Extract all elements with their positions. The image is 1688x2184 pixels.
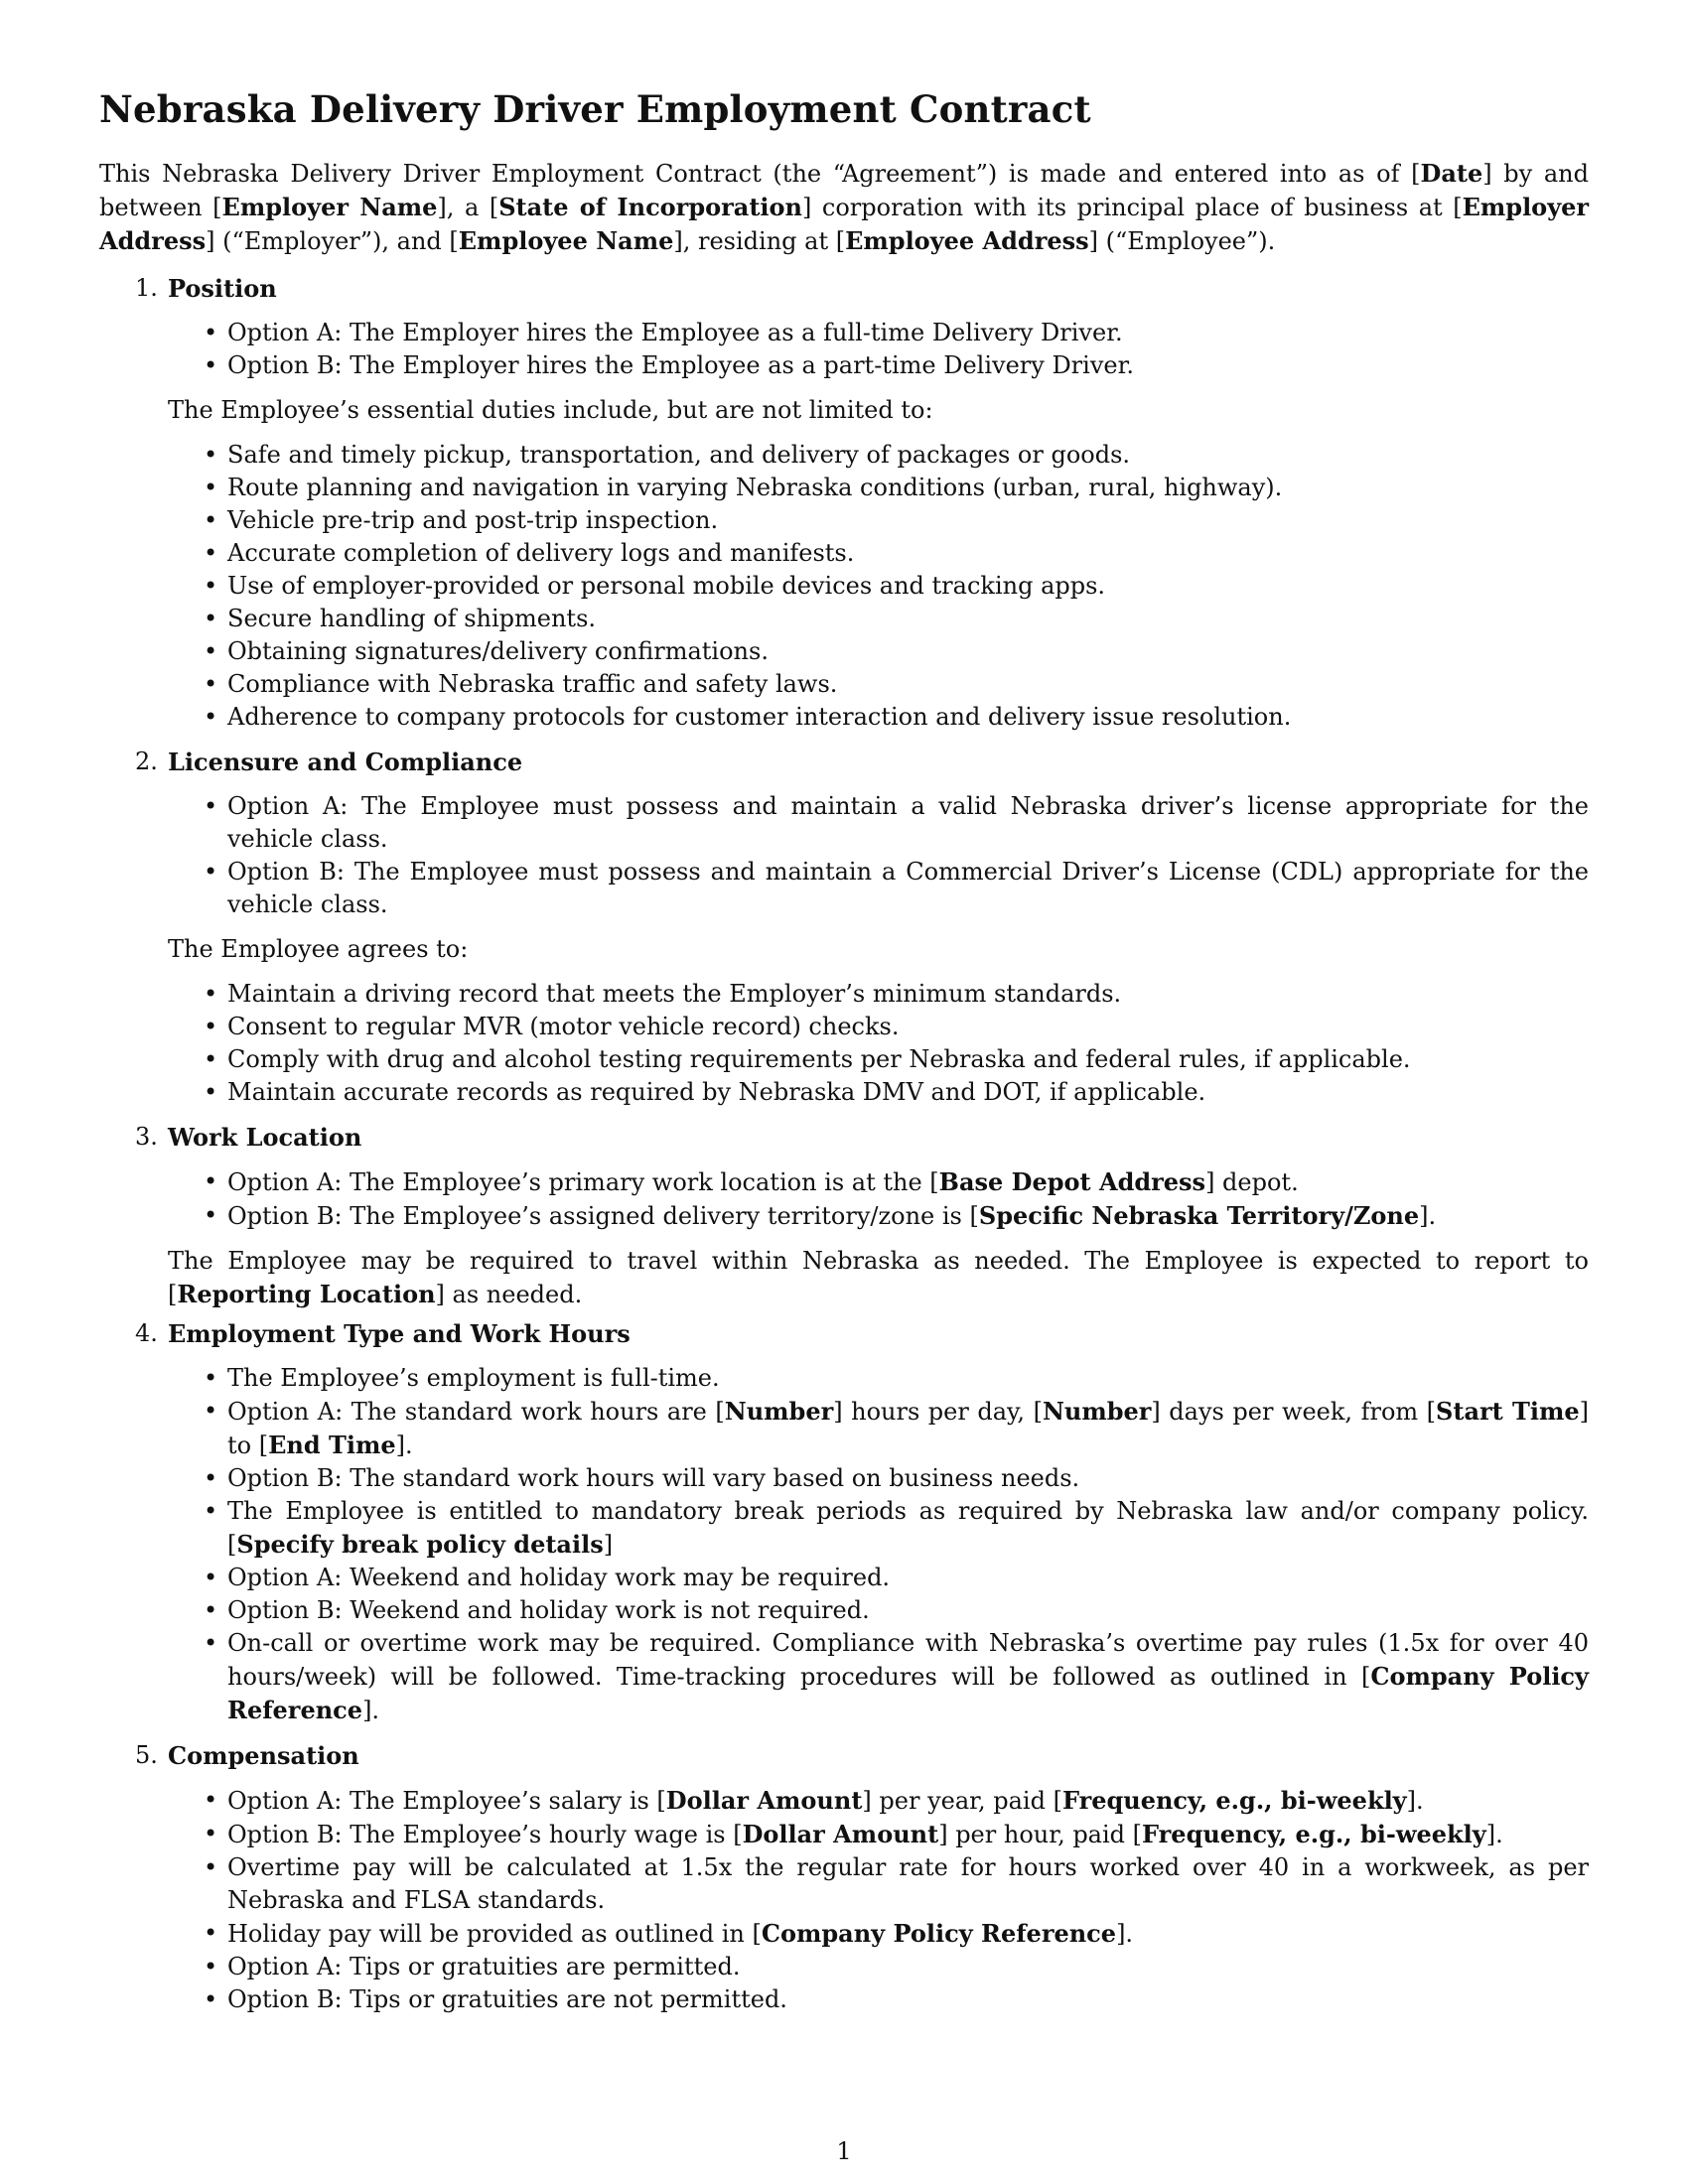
section-work-hours	[99, 1317, 1589, 1727]
location-options	[168, 1165, 1589, 1233]
section-title: Compensation	[168, 1741, 359, 1770]
state-of-incorporation-placeholder: State of Incorporation	[498, 193, 802, 221]
contract-page	[99, 87, 1589, 2152]
page-number: 1	[836, 2137, 852, 2165]
list-item: • Compliance with Nebraska traffic and safety laws.	[168, 668, 1589, 701]
list-item: • Option B: The Employee must possess and maintain a Commercial Driver’s License (CDL) appropriate for the vehicle class.	[168, 856, 1589, 921]
list-item: • Obtaining signatures/delivery confirmations.	[168, 635, 1589, 668]
employee-address-placeholder: Employee Address	[845, 226, 1089, 255]
list-item: • Option B: The Employer hires the Employee as a part-time Delivery Driver.	[168, 349, 1589, 382]
list-item: • Option B: The Employee’s assigned delivery territory/zone is [Specific Nebraska Territory/Zone].	[168, 1199, 1589, 1233]
section-number: 1.	[135, 274, 158, 302]
list-item: • Maintain accurate records as required by Nebraska DMV and DOT, if applicable.	[168, 1076, 1589, 1109]
hours-number-placeholder: Number	[724, 1397, 834, 1426]
policy-reference-placeholder: Company Policy Reference	[227, 1662, 1589, 1724]
license-options	[168, 790, 1589, 921]
section-title: Licensure and Compliance	[168, 748, 523, 776]
agreement-list	[168, 978, 1589, 1109]
list-item: • Option A: Weekend and holiday work may be required.	[168, 1562, 1589, 1594]
days-number-placeholder: Number	[1042, 1397, 1152, 1426]
list-item: • Option B: The Employee’s hourly wage is [Dollar Amount] per hour, paid [Frequency, e.g., bi-weekly].	[168, 1818, 1589, 1851]
section-title: Work Location	[168, 1123, 362, 1152]
holiday-policy-placeholder: Company Policy Reference	[761, 1919, 1117, 1948]
territory-placeholder: Specific Nebraska Territory/Zone	[978, 1201, 1420, 1230]
agrees-lead: The Employee agrees to:	[168, 935, 469, 963]
list-item: • Vehicle pre-trip and post-trip inspection.	[168, 504, 1589, 537]
section-work-location	[99, 1121, 1589, 1311]
pay-frequency-placeholder: Frequency, e.g., bi-weekly	[1061, 1786, 1407, 1815]
salary-amount-placeholder: Dollar Amount	[665, 1786, 863, 1815]
document-title: Nebraska Delivery Driver Employment Contract	[99, 87, 1091, 131]
end-time-placeholder: End Time	[268, 1431, 396, 1459]
section-title: Position	[168, 274, 277, 303]
pay-frequency-placeholder: Frequency, e.g., bi-weekly	[1142, 1820, 1486, 1848]
list-item: • Consent to regular MVR (motor vehicle record) checks.	[168, 1011, 1589, 1043]
list-item: • The Employee is entitled to mandatory break periods as required by Nebraska law and/or company policy. [Specify break policy details]	[168, 1495, 1589, 1562]
section-number: 5.	[135, 1741, 158, 1769]
list-item: • Option A: The Employer hires the Employee as a full-time Delivery Driver.	[168, 317, 1589, 349]
base-depot-placeholder: Base Depot Address	[938, 1167, 1206, 1196]
reporting-location-placeholder: Reporting Location	[177, 1280, 436, 1308]
section-number: 3.	[135, 1123, 158, 1151]
compensation-list	[168, 1784, 1589, 2016]
intro-paragraph: This Nebraska Delivery Driver Employment Contract (the “Agreement”) is made and entered into as of [Date] by and between [Employer Name], a [State of Incorporation] corporation with its principal place of business at [Employer Address] (“Employer”), and [Employee Name], residing at [Employee Address] (“Employee”).	[99, 159, 1590, 255]
list-item: • Option A: Tips or gratuities are permitted.	[168, 1951, 1589, 1983]
section-licensure	[99, 746, 1589, 1109]
list-item: • Option A: The standard work hours are [Number] hours per day, [Number] days per week, from [Start Time] to [End Time].	[168, 1395, 1589, 1462]
date-placeholder: Date	[1420, 159, 1483, 188]
list-item: • Option A: The Employee’s primary work location is at the [Base Depot Address] depot.	[168, 1165, 1589, 1199]
position-options	[168, 317, 1589, 382]
list-item: • Use of employer-provided or personal mobile devices and tracking apps.	[168, 570, 1589, 603]
hours-list	[168, 1362, 1589, 1727]
employee-name-placeholder: Employee Name	[458, 226, 674, 255]
duties-list	[168, 439, 1589, 734]
list-item: • Option B: The standard work hours will vary based on business needs.	[168, 1462, 1589, 1495]
list-item: • The Employee’s employment is full-time.	[168, 1362, 1589, 1395]
section-position	[99, 272, 1589, 734]
list-item: • Adherence to company protocols for customer interaction and delivery issue resolution.	[168, 701, 1589, 734]
employer-name-placeholder: Employer Name	[221, 193, 438, 221]
start-time-placeholder: Start Time	[1436, 1397, 1580, 1426]
section-number: 2.	[135, 748, 158, 775]
list-item: • Route planning and navigation in varying Nebraska conditions (urban, rural, highway).	[168, 472, 1589, 504]
break-policy-placeholder: Specify break policy details	[236, 1530, 604, 1559]
section-title: Employment Type and Work Hours	[168, 1319, 631, 1348]
list-item: • Safe and timely pickup, transportation, and delivery of packages or goods.	[168, 439, 1589, 472]
list-item: • Secure handling of shipments.	[168, 603, 1589, 635]
list-item: • On-call or overtime work may be required. Compliance with Nebraska’s overtime pay rules (1.5x for over 40 hours/week) will be followed. Time-tracking procedures will be followed as outlined in [Company Policy Reference].	[168, 1627, 1589, 1727]
list-item: • Option B: Weekend and holiday work is not required.	[168, 1594, 1589, 1627]
contract-sections	[99, 272, 1589, 2016]
list-item: • Holiday pay will be provided as outlined in [Company Policy Reference].	[168, 1917, 1589, 1951]
list-item: • Overtime pay will be calculated at 1.5x the regular rate for hours worked over 40 in a workweek, as per Nebraska and FLSA standards.	[168, 1851, 1589, 1917]
section-compensation	[99, 1739, 1589, 2016]
employer-address-placeholder: Employer Address	[99, 193, 1590, 255]
section-number: 4.	[135, 1319, 158, 1347]
hourly-amount-placeholder: Dollar Amount	[742, 1820, 939, 1848]
list-item: • Maintain a driving record that meets the Employer’s minimum standards.	[168, 978, 1589, 1011]
list-item: • Option A: The Employee must possess and maintain a valid Nebraska driver’s license appropriate for the vehicle class.	[168, 790, 1589, 856]
travel-paragraph: The Employee may be required to travel within Nebraska as needed. The Employee is expected to report to [Reporting Location] as needed.	[168, 1247, 1589, 1308]
list-item: • Option A: The Employee’s salary is [Dollar Amount] per year, paid [Frequency, e.g., bi-weekly].	[168, 1784, 1589, 1818]
list-item: • Accurate completion of delivery logs and manifests.	[168, 537, 1589, 570]
duties-lead: The Employee’s essential duties include, but are not limited to:	[168, 396, 933, 424]
list-item: • Option B: Tips or gratuities are not permitted.	[168, 1983, 1589, 2016]
list-item: • Comply with drug and alcohol testing requirements per Nebraska and federal rules, if applicable.	[168, 1043, 1589, 1076]
